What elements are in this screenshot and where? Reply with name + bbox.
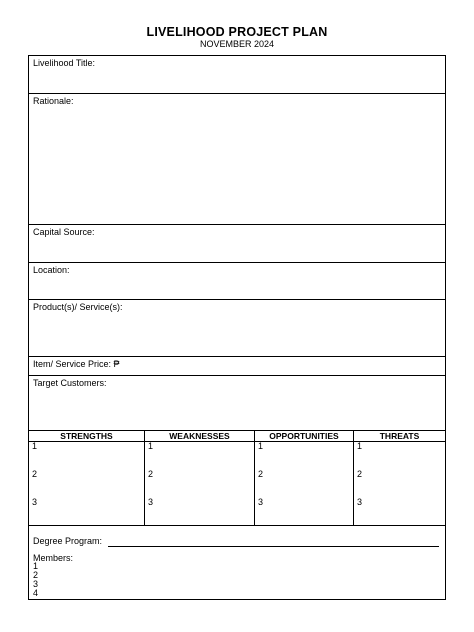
member-4[interactable]: 4 [33,588,39,598]
strengths-item-2: 2 [32,469,38,479]
opportunities-header: OPPORTUNITIES [269,431,339,441]
livelihood-title-field[interactable] [29,56,445,94]
swot-table [29,431,445,526]
member-2[interactable]: 2 [33,570,39,580]
products-services-label: Product(s)/ Service(s): [33,302,123,312]
livelihood-title-label: Livelihood Title: [33,58,96,68]
strengths-item-3: 3 [32,497,38,507]
item-price-field[interactable] [29,357,445,376]
threats-item-3: 3 [357,497,363,507]
threats-item-1: 1 [357,441,363,451]
location-label: Location: [33,265,70,275]
products-services-field[interactable] [29,300,445,357]
opportunities-item-2: 2 [258,469,264,479]
item-price-label: Item/ Service Price: ₱ [33,359,120,369]
swot-column-strengths[interactable] [29,431,144,525]
location-field[interactable] [29,263,445,300]
weaknesses-item-3: 3 [148,497,154,507]
page-title: LIVELIHOOD PROJECT PLAN [146,25,328,39]
degree-program-input-line[interactable] [108,546,439,547]
threats-header: THREATS [379,431,420,441]
member-3[interactable]: 3 [33,579,39,589]
members-label: Members: [33,553,74,563]
rationale-field[interactable] [29,94,445,225]
capital-source-field[interactable] [29,225,445,263]
swot-column-threats[interactable] [353,431,445,525]
target-customers-field[interactable] [29,376,445,431]
target-customers-label: Target Customers: [33,378,107,388]
weaknesses-header: WEAKNESSES [169,431,230,441]
swot-column-opportunities[interactable] [254,431,353,525]
member-1[interactable]: 1 [33,561,39,571]
swot-column-weaknesses[interactable] [144,431,254,525]
weaknesses-item-1: 1 [148,441,154,451]
threats-item-2: 2 [357,469,363,479]
members-section [29,526,445,599]
strengths-item-1: 1 [32,441,38,451]
capital-source-label: Capital Source: [33,227,95,237]
strengths-header: STRENGTHS [60,431,113,441]
opportunities-item-1: 1 [258,441,264,451]
project-plan-form [28,55,446,600]
page-date: NOVEMBER 2024 [199,39,275,49]
weaknesses-item-2: 2 [148,469,154,479]
degree-program-label: Degree Program: [33,536,103,546]
opportunities-item-3: 3 [258,497,264,507]
rationale-label: Rationale: [33,96,74,106]
